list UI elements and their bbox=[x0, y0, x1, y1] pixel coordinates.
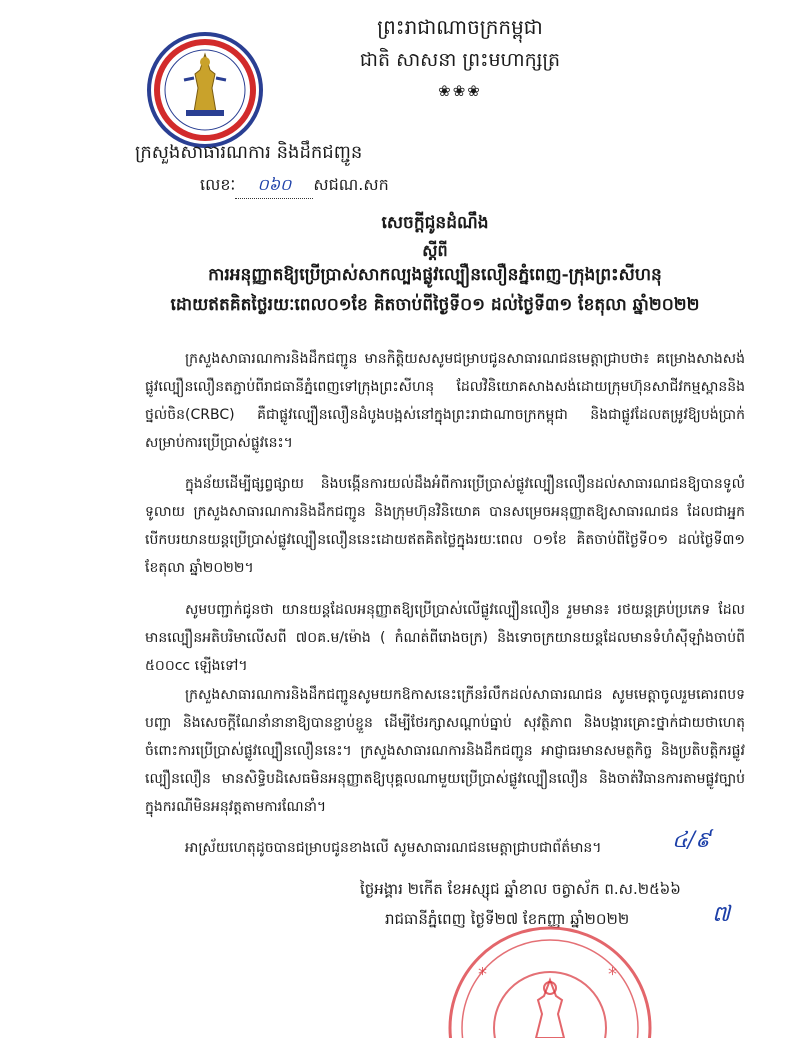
handwritten-initial-2: ៧ bbox=[712, 902, 731, 927]
solar-date: រាជធានីភ្នំពេញ ថ្ងៃទី២៧ ខែកញ្ញា ឆ្នាំ២០២២ bbox=[385, 910, 630, 928]
ornament-divider: ❀❀❀ bbox=[438, 82, 482, 100]
ref-handwritten-number: ០៦០ bbox=[257, 175, 292, 194]
notice-subject-line2: ដោយឥតគិតថ្លៃរយៈពេល០១ខែ គិតចាប់ពីថ្ងៃទី០១ ដល់ថ្ងៃទី៣១ ខែតុលា ឆ្នាំ២០២២ bbox=[170, 295, 700, 315]
svg-text:*: * bbox=[478, 964, 487, 985]
ref-suffix: សជណ.សក bbox=[313, 175, 389, 194]
paragraph-3 bbox=[145, 596, 745, 680]
paragraph-1-text: ក្រសួងសាធារណការនិងដឹកជញ្ជូន មានកិត្តិយសសូមជម្រាបជូនសាធារណជនមេត្តាជ្រាបថា៖ គម្រោងសាងសង់ផ្លូវល្បឿនលឿនតភ្ជាប់ពីរាជធានីភ្នំពេញទៅក្រុងព្រះសីហនុ ដែលវិនិយោគសាងសង់ដោយក្រុមហ៊ុនសាជីវកម្មស្ពាននិងថ្នល់ចិន(CRBC) គឺជាផ្លូវល្បឿនលឿនដំបូងបង្អស់នៅក្នុងព្រះរាជាណាចក្រកម្ពុជា និងជាផ្លូវដែលតម្រូវឱ្យបង់ប្រាក់សម្រាប់ការប្រើប្រាស់ផ្លូវនេះ។ bbox=[145, 351, 745, 451]
kingdom-title: ព្រះរាជាណាចក្រកម្ពុជា bbox=[377, 15, 543, 39]
ministry-name: ក្រសួងសាធារណការ និងដឹកជញ្ជូន bbox=[135, 142, 363, 163]
ministry-logo bbox=[140, 30, 270, 150]
national-motto: ជាតិ សាសនា ព្រះមហាក្សត្រ bbox=[359, 49, 561, 71]
ref-prefix: លេខៈ bbox=[200, 175, 236, 194]
official-stamp bbox=[440, 910, 660, 1038]
notice-subject-line1: ការអនុញ្ញាតឱ្យប្រើប្រាស់សាកល្បងផ្លូវល្បឿនលឿនភ្នំពេញ-ក្រុងព្រះសីហនុ bbox=[208, 265, 662, 285]
paragraph-1 bbox=[145, 345, 745, 457]
paragraph-2 bbox=[145, 470, 745, 582]
svg-text:*: * bbox=[608, 964, 617, 985]
notice-about: ស្ដីពី bbox=[422, 241, 448, 260]
paragraph-5-text: អាស្រ័យហេតុដូចបានជម្រាបជូនខាងលើ សូមសាធារណជនមេត្តាជ្រាបជាព័ត៌មាន។ bbox=[185, 840, 602, 856]
paragraph-3-text: សូមបញ្ជាក់ជូនថា យានយន្តដែលអនុញ្ញាតឱ្យប្រើប្រាស់លើផ្លូវល្បឿនលឿន រួមមាន៖ រថយន្តគ្រប់ប្រភេទ ដែលមានល្បឿនអតិបរិមាលើសពី ៧០គ.ម/ម៉ោង ( កំណត់ពីរោងចក្រ) និងទោចក្រយានយន្តដែលមានទំហំស៊ីឡាំងចាប់ពី ៥០០cc ឡើងទៅ។ bbox=[145, 602, 745, 674]
paragraph-4 bbox=[145, 681, 745, 821]
notice-title: សេចក្ដីជូនដំណឹង bbox=[381, 213, 489, 233]
paragraph-5 bbox=[145, 834, 745, 862]
reference-number bbox=[200, 174, 389, 199]
paragraph-4-text: ក្រសួងសាធារណការនិងដឹកជញ្ជូនសូមយកឱកាសនេះក្រើនរំលឹកដល់សាធារណជន សូមមេត្តាចូលរួមគោរពបទបញ្ជា និងសេចក្ដីណែនាំនានាឱ្យបានខ្ជាប់ខ្ជួន ដើម្បីថែរក្សាសណ្ដាប់ធ្នាប់ សុវត្ថិភាព និងបង្ការគ្រោះថ្នាក់ជាយថាហេតុចំពោះការប្រើប្រាស់ផ្លូវល្បឿនលឿននេះ។ ក្រសួងសាធារណការនិងដឹកជញ្ជូន អាជ្ញាធរមានសមត្ថកិច្ច និងប្រតិបត្តិករផ្លូវល្បឿនលឿន មានសិទ្ធិបដិសេធមិនអនុញ្ញាតឱ្យបុគ្គលណាមួយប្រើប្រាស់ផ្លូវល្បឿនលឿន និងចាត់វិធានការតាមផ្លូវច្បាប់ក្នុងករណីមិនអនុវត្តតាមការណែនាំ។ bbox=[145, 687, 745, 815]
handwritten-initial-1: ៤/៩ bbox=[672, 828, 711, 853]
lunar-date: ថ្ងៃអង្គារ ២កើត ខែអស្សុជ ឆ្នាំខាល ចត្វាស័ក ព.ស.២៥៦៦ bbox=[360, 880, 681, 898]
paragraph-2-text: ក្នុងន័យដើម្បីផ្សព្វផ្សាយ និងបង្កើនការយល់ដឹងអំពីការប្រើប្រាស់ផ្លូវល្បឿនលឿនដល់សាធារណជនឱ្យបានទូលំទូលាយ ក្រសួងសាធារណការនិងដឹកជញ្ជូន និងក្រុមហ៊ុនវិនិយោគ បានសម្រេចអនុញ្ញាតឱ្យសាធារណជន ដែលជាអ្នកបើកបរយានយន្តប្រើប្រាស់ផ្លូវល្បឿនលឿននេះដោយឥតគិតថ្លៃក្នុងរយៈពេល ០១ខែ គិតចាប់ពីថ្ងៃទី០១ ដល់ថ្ងៃទី៣១ ខែតុលា ឆ្នាំ២០២២។ bbox=[145, 476, 745, 576]
